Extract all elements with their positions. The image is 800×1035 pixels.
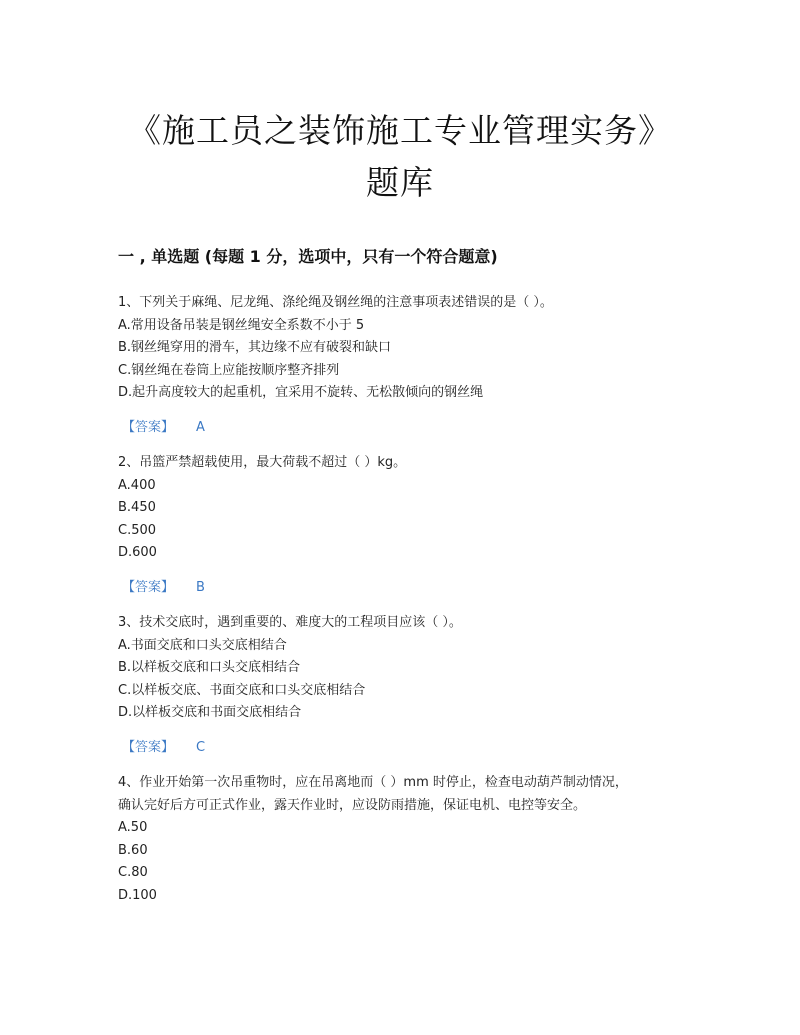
option-d: D.起升高度较大的起重机，宜采用不旋转、无松散倾向的钢丝绳: [118, 385, 484, 400]
answer-label: 【答案】: [122, 739, 175, 755]
option-d: D.以样板交底和书面交底相结合: [118, 705, 302, 720]
option-b: B.以样板交底和口头交底相结合: [118, 660, 301, 675]
option-a: A.400: [118, 477, 156, 493]
answer-value: C: [196, 739, 206, 755]
question-4: [118, 772, 698, 907]
option-b: B.60: [118, 842, 148, 858]
answer-line: [122, 417, 698, 440]
option-d: D.100: [118, 887, 157, 903]
option-a: A.常用设备吊装是钢丝绳安全系数不小于 5: [118, 317, 365, 333]
option-c: C.钢丝绳在卷筒上应能按顺序整齐排列: [118, 362, 340, 378]
option-b: B.钢丝绳穿用的滑车，其边缘不应有破裂和缺口: [118, 340, 392, 355]
question-stem-continued: 确认完好后方可正式作业，露天作业时，应设防雨措施，保证电机、电控等安全。: [118, 797, 587, 813]
question-2: [118, 452, 698, 599]
question-3: [118, 612, 698, 759]
answer-value: A: [196, 419, 205, 435]
question-stem: 2、吊篮严禁超载使用，最大荷载不超过（ ）kg。: [118, 455, 407, 470]
answer-label: 【答案】: [122, 579, 175, 595]
option-c: C.80: [118, 865, 148, 880]
question-stem: 1、下列关于麻绳、尼龙绳、涤纶绳及钢丝绳的注意事项表述错误的是（ ）。: [118, 295, 553, 310]
option-a: A.书面交底和口头交底相结合: [118, 637, 287, 653]
option-c: C.500: [118, 522, 157, 538]
question-stem: 4、作业开始第一次吊重物时，应在吊离地而（ ）mm 时停止，检查电动葫芦制动情况，: [118, 775, 628, 790]
question-stem: 3、技术交底时，遇到重要的、难度大的工程项目应该（ ）。: [118, 615, 462, 630]
option-b: B.450: [118, 500, 156, 515]
document-title-line-2: 题库: [366, 163, 434, 202]
option-c: C.以样板交底、书面交底和口头交底相结合: [118, 682, 366, 698]
section-heading: 一 , 单选题 (每题 1 分，选项中，只有一个符合题意): [118, 247, 498, 266]
answer-value: B: [196, 579, 205, 595]
question-list: [118, 292, 698, 907]
option-a: A.50: [118, 820, 148, 835]
answer-line: [122, 577, 698, 600]
answer-line: [122, 737, 698, 760]
option-d: D.600: [118, 545, 157, 560]
answer-label: 【答案】: [122, 419, 175, 435]
question-1: [118, 292, 698, 439]
document-title-line-1: 《施工员之装饰施工专业管理实务》: [128, 111, 672, 150]
